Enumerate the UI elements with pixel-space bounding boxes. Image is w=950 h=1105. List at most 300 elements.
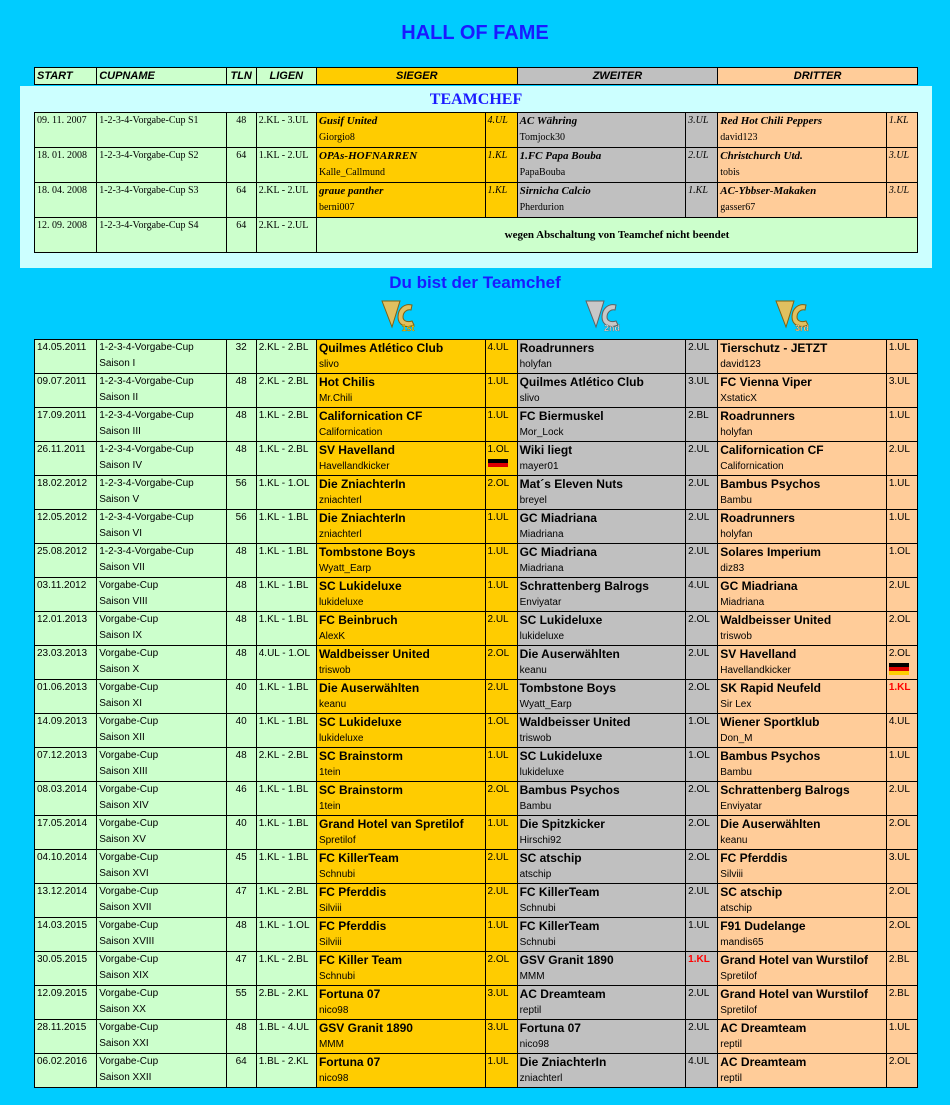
cup-cell (97, 1020, 226, 1054)
third-team-cell (718, 408, 887, 442)
winner-manager: slivo (318, 359, 339, 370)
second-manager: Hirschi92 (519, 835, 562, 846)
header-cupname: CUPNAME (97, 68, 226, 85)
cup-season: Saison IX (99, 630, 143, 641)
third-league-cell (886, 148, 917, 183)
third-team-cell (718, 680, 887, 714)
third-manager: gasser67 (720, 202, 756, 213)
third-manager: david123 (720, 359, 761, 370)
third-team-name: Bambus Psychos (720, 477, 821, 491)
date: 17.05.2014 (37, 818, 88, 829)
cancellation-note (316, 218, 917, 253)
winner-league: 2.OL (487, 784, 510, 795)
second-team-cell (517, 748, 686, 782)
second-team-name: Schrattenberg Balrogs (519, 579, 649, 593)
second-team-cell (517, 442, 686, 476)
ligen: 2.KL - 2.BL (258, 342, 309, 353)
second-league: 2.UL (688, 988, 710, 999)
winner-manager: keanu (318, 699, 347, 710)
cup-season: Saison XXII (99, 1072, 152, 1083)
winner-league: 2.OL (487, 648, 510, 659)
table-row (35, 612, 918, 646)
winner-team-name: graue panther (318, 185, 384, 197)
winner-manager: berni007 (318, 202, 355, 213)
second-league-cell (686, 544, 718, 578)
second-manager: Schnubi (519, 903, 556, 914)
third-team-name: F91 Dudelange (720, 919, 806, 933)
third-league: 2.OL (888, 886, 911, 897)
date: 18. 01. 2008 (37, 150, 87, 161)
third-team-cell (718, 748, 887, 782)
date-cell (35, 408, 97, 442)
winner-manager: zniachterl (318, 495, 362, 506)
second-team-name: AC Dreamteam (519, 987, 606, 1001)
second-team-name: Sirnicha Calcio (519, 185, 591, 197)
date: 23.03.2013 (37, 648, 88, 659)
tln: 64 (236, 150, 247, 161)
second-league-cell (686, 816, 718, 850)
third-manager: david123 (720, 132, 758, 143)
ligen-cell (256, 374, 316, 408)
table-row (35, 680, 918, 714)
third-team-name: Grand Hotel van Wurstilof (720, 987, 869, 1001)
third-team-name: SC atschip (720, 885, 783, 899)
winner-league-cell (485, 340, 517, 374)
ligen: 4.UL - 1.OL (258, 648, 311, 659)
winner-team-cell (316, 612, 485, 646)
second-team-cell (517, 1054, 686, 1088)
winner-team-name: FC Killer Team (318, 953, 403, 967)
header-tln: TLN (226, 68, 256, 85)
germany-flag-icon (889, 663, 909, 675)
third-team-name: Waldbeisser United (720, 613, 832, 627)
table-row (35, 714, 918, 748)
second-league-cell (686, 612, 718, 646)
winner-team-cell (316, 1054, 485, 1088)
third-league-cell (886, 782, 917, 816)
winner-team-name: Californication CF (318, 409, 423, 423)
date-cell (35, 850, 97, 884)
third-team-name: Californication CF (720, 443, 824, 457)
tln-cell (226, 850, 256, 884)
tln-cell (226, 183, 256, 218)
second-team-name: FC KillerTeam (519, 919, 600, 933)
cup-name: 1-2-3-4-Vorgabe-Cup (99, 342, 194, 353)
cup-cell (97, 612, 226, 646)
table-row (35, 1020, 918, 1054)
third-team-cell (718, 1020, 887, 1054)
table-row (35, 748, 918, 782)
winner-team-cell (316, 986, 485, 1020)
cup-cell (97, 646, 226, 680)
winner-league-cell (485, 884, 517, 918)
third-team-name: AC Dreamteam (720, 1021, 807, 1035)
date: 09. 11. 2007 (37, 115, 87, 126)
tln: 64 (235, 1056, 247, 1067)
second-league: 2.UL (688, 1022, 710, 1033)
second-manager: lukideluxe (519, 631, 565, 642)
winner-team-name: SC Brainstorm (318, 783, 403, 797)
ligen-cell (256, 148, 316, 183)
winner-team-cell (316, 148, 485, 183)
winner-league: 2.OL (487, 954, 510, 965)
date-cell (35, 680, 97, 714)
third-manager: triswob (720, 631, 752, 642)
ligen: 2.KL - 2.BL (258, 750, 309, 761)
second-league: 2.UL (688, 478, 710, 489)
cup-name: Vorgabe-Cup (99, 580, 159, 591)
date: 09.07.2011 (37, 376, 87, 387)
second-league-cell (686, 680, 718, 714)
third-league: 3.UL (888, 852, 910, 863)
cup-name: 1-2-3-4-Vorgabe-Cup (99, 410, 194, 421)
second-team-name: Mat´s Eleven Nuts (519, 477, 623, 491)
date: 12. 09. 2008 (37, 220, 87, 231)
third-manager: reptil (720, 1039, 742, 1050)
table-row (35, 884, 918, 918)
third-league-cell (886, 986, 917, 1020)
vc-1st-medal-icon (378, 297, 418, 333)
date-cell (35, 782, 97, 816)
third-league: 2.UL (888, 580, 910, 591)
tln-cell (226, 714, 256, 748)
winner-league-cell (485, 986, 517, 1020)
winner-league-cell (485, 714, 517, 748)
cup-name: Vorgabe-Cup (99, 920, 159, 931)
cup-name: Vorgabe-Cup (99, 954, 159, 965)
third-league-cell (886, 408, 917, 442)
tln: 40 (235, 818, 247, 829)
cup-name: Vorgabe-Cup (99, 852, 159, 863)
third-team-name: Red Hot Chili Peppers (720, 115, 822, 127)
third-league-cell (886, 816, 917, 850)
second-team-cell (517, 510, 686, 544)
cup-cell (97, 544, 226, 578)
second-league: 2.UL (688, 512, 710, 523)
second-league: 4.UL (688, 580, 710, 591)
date-cell (35, 816, 97, 850)
winner-league: 1.UL (487, 750, 509, 761)
cup-name: 1-2-3-4-Vorgabe-Cup (99, 444, 194, 455)
third-manager: tobis (720, 167, 740, 178)
ligen-cell (256, 218, 316, 253)
third-league-cell (886, 748, 917, 782)
ligen: 1.KL - 2.BL (258, 954, 309, 965)
second-manager: lukideluxe (519, 767, 565, 778)
third-team-name: Grand Hotel van Wurstilof (720, 953, 869, 967)
winner-league-cell (485, 113, 517, 148)
second-manager: Miadriana (519, 529, 564, 540)
third-team-name: GC Miadriana (720, 579, 798, 593)
winner-league-cell (485, 782, 517, 816)
cup-cell (97, 850, 226, 884)
third-manager: holyfan (720, 529, 753, 540)
winner-league: 1.UL (487, 410, 509, 421)
winner-league: 1.UL (487, 376, 509, 387)
ligen: 2.BL - 2.KL (258, 988, 309, 999)
main-subtitle: Du bist der Teamchef (389, 273, 561, 292)
tln: 46 (235, 784, 247, 795)
second-league: 2.UL (688, 342, 710, 353)
cup-cell (97, 218, 226, 253)
second-team-name: FC Biermuskel (519, 409, 604, 423)
ligen-cell (256, 918, 316, 952)
cup-name: Vorgabe-Cup (99, 784, 159, 795)
second-team-cell (517, 884, 686, 918)
cup-cell (97, 1054, 226, 1088)
tln: 48 (235, 444, 247, 455)
table-row (35, 850, 918, 884)
date: 12.05.2012 (37, 512, 88, 523)
ligen: 2.KL - 2.UL (258, 185, 309, 196)
ligen: 1.KL - 1.OL (258, 478, 310, 489)
main-hall-of-fame-table (34, 339, 918, 1088)
third-league-cell (886, 884, 917, 918)
winner-team-name: Gusif United (318, 115, 378, 127)
table-row (35, 782, 918, 816)
second-team-cell (517, 148, 686, 183)
third-team-cell (718, 918, 887, 952)
winner-team-name: OPAs-HOFNARREN (318, 150, 418, 162)
winner-team-name: FC Pferddis (318, 919, 387, 933)
winner-team-name: GSV Granit 1890 (318, 1021, 413, 1035)
third-league-cell (886, 714, 917, 748)
third-manager: mandis65 (720, 937, 764, 948)
second-team-name: Fortuna 07 (519, 1021, 581, 1035)
third-league: 2.OL (888, 920, 911, 931)
third-manager: Havellandkicker (720, 665, 791, 676)
second-league-cell (686, 850, 718, 884)
date: 17.09.2011 (37, 410, 87, 421)
tln-cell (226, 680, 256, 714)
ligen: 1.KL - 1.BL (258, 580, 309, 591)
ligen-cell (256, 578, 316, 612)
third-league: 2.OL (888, 648, 911, 659)
ligen-cell (256, 714, 316, 748)
date-cell (35, 340, 97, 374)
date-cell (35, 476, 97, 510)
date: 12.09.2015 (37, 988, 88, 999)
cup-name: Vorgabe-Cup (99, 648, 159, 659)
second-manager: Tomjock30 (519, 132, 565, 143)
cup-season: Saison XXI (99, 1038, 149, 1049)
winner-manager: Wyatt_Earp (318, 563, 372, 574)
third-manager: Don_M (720, 733, 753, 744)
winner-manager: 1tein (318, 801, 341, 812)
cup-cell (97, 782, 226, 816)
third-team-name: Wiener Sportklub (720, 715, 820, 729)
germany-flag-icon (488, 459, 508, 471)
third-league-cell (886, 680, 917, 714)
header-ligen: LIGEN (256, 68, 316, 85)
cup-name: Vorgabe-Cup (99, 1022, 159, 1033)
cup-season: Saison XV (99, 834, 146, 845)
third-team-name: Solares Imperium (720, 545, 821, 559)
second-league-cell (686, 1020, 718, 1054)
winner-league-cell (485, 816, 517, 850)
winner-team-cell (316, 952, 485, 986)
third-team-name: Die Auserwählten (720, 817, 821, 831)
winner-team-name: Hot Chilis (318, 375, 375, 389)
second-team-cell (517, 578, 686, 612)
cup-season: Saison VI (99, 528, 143, 539)
second-manager: Miadriana (519, 563, 564, 574)
winner-league: 2.UL (487, 852, 509, 863)
table-row (35, 340, 918, 374)
third-team-cell (718, 986, 887, 1020)
third-league-cell (886, 442, 917, 476)
winner-team-cell (316, 884, 485, 918)
third-manager: atschip (720, 903, 752, 914)
second-team-name: Roadrunners (519, 341, 595, 355)
third-team-cell (718, 183, 887, 218)
third-team-cell (718, 578, 887, 612)
tln-cell (226, 884, 256, 918)
winner-team-name: Fortuna 07 (318, 1055, 381, 1069)
winner-manager: Californication (318, 427, 383, 438)
second-league: 1.OL (688, 716, 710, 727)
cup-season: Saison XII (99, 732, 145, 743)
winner-league-cell (485, 183, 517, 218)
winner-league: 1.UL (487, 1056, 509, 1067)
date-cell (35, 374, 97, 408)
winner-manager: zniachterl (318, 529, 362, 540)
third-league-cell (886, 952, 917, 986)
third-team-cell (718, 113, 887, 148)
winner-team-name: FC Beinbruch (318, 613, 398, 627)
tln-cell (226, 408, 256, 442)
date-cell (35, 113, 97, 148)
tln-cell (226, 782, 256, 816)
date-cell (35, 544, 97, 578)
cup-cell (97, 714, 226, 748)
cup-cell (97, 918, 226, 952)
cup-season: Saison XVI (99, 868, 149, 879)
winner-manager: MMM (318, 1039, 344, 1050)
medal-label: 3rd (794, 323, 810, 333)
date: 30.05.2015 (37, 954, 88, 965)
tln-cell (226, 218, 256, 253)
winner-manager: lukideluxe (318, 597, 364, 608)
date-cell (35, 952, 97, 986)
third-league: 2.UL (888, 444, 910, 455)
second-league: 2.UL (688, 886, 710, 897)
winner-manager: Havellandkicker (318, 461, 390, 472)
cup-name: 1-2-3-4-Vorgabe-Cup (99, 478, 194, 489)
winner-team-name: Die ZniachterIn (318, 477, 406, 491)
date-cell (35, 986, 97, 1020)
winner-team-name: SV Havelland (318, 443, 395, 457)
winner-team-cell (316, 1020, 485, 1054)
tln-cell (226, 544, 256, 578)
second-team-cell (517, 952, 686, 986)
second-team-cell (517, 476, 686, 510)
ligen-cell (256, 408, 316, 442)
tln-cell (226, 748, 256, 782)
second-team-cell (517, 986, 686, 1020)
second-manager: reptil (519, 1005, 542, 1016)
tln: 47 (235, 886, 247, 897)
second-team-name: GSV Granit 1890 (519, 953, 614, 967)
cup-cell (97, 113, 226, 148)
second-league: 2.OL (688, 682, 710, 693)
cup-cell (97, 340, 226, 374)
third-league-cell (886, 510, 917, 544)
ligen: 1.BL - 4.UL (258, 1022, 309, 1033)
cup-cell (97, 408, 226, 442)
second-team-cell (517, 183, 686, 218)
cup-season: Saison VII (99, 562, 145, 573)
second-team-cell (517, 340, 686, 374)
tln: 32 (235, 342, 247, 353)
table-row (35, 816, 918, 850)
second-team-name: Tombstone Boys (519, 681, 617, 695)
ligen-cell (256, 884, 316, 918)
second-manager: triswob (519, 733, 552, 744)
second-league: 2.OL (688, 852, 710, 863)
winner-team-cell (316, 646, 485, 680)
second-manager: Wyatt_Earp (519, 699, 572, 710)
second-manager: Bambu (519, 801, 552, 812)
second-manager: zniachterl (519, 1073, 563, 1084)
date: 26.11.2011 (37, 444, 86, 455)
winner-team-cell (316, 408, 485, 442)
tln: 48 (235, 648, 247, 659)
table-row (35, 218, 918, 253)
winner-team-name: FC KillerTeam (318, 851, 399, 865)
second-manager: slivo (519, 393, 540, 404)
ligen: 1.KL - 1.OL (258, 920, 310, 931)
third-league-cell (886, 646, 917, 680)
ligen: 1.KL - 1.BL (258, 512, 309, 523)
tln: 56 (235, 478, 247, 489)
tln-cell (226, 510, 256, 544)
cup-season: Saison II (99, 392, 139, 403)
winner-league: 1.OL (487, 716, 510, 727)
ligen: 1.KL - 1.BL (258, 614, 309, 625)
winner-manager: nico98 (318, 1073, 349, 1084)
third-league-cell (886, 1054, 917, 1088)
second-team-name: 1.FC Papa Bouba (519, 150, 602, 162)
third-league-cell (886, 340, 917, 374)
tln-cell (226, 374, 256, 408)
winner-league: 1.UL (487, 512, 509, 523)
winner-manager: triswob (318, 665, 351, 676)
date: 08.03.2014 (37, 784, 88, 795)
second-team-name: Quilmes Atlético Club (519, 375, 644, 389)
third-manager: Spretilof (720, 1005, 757, 1016)
ligen: 2.KL - 3.UL (258, 115, 309, 126)
second-league-cell (686, 183, 718, 218)
third-league-cell (886, 183, 917, 218)
third-league: 1.UL (888, 342, 910, 353)
winner-manager: Kalle_Callmund (318, 167, 386, 178)
winner-team-cell (316, 714, 485, 748)
table-row (35, 986, 918, 1020)
ligen-cell (256, 476, 316, 510)
table-row (35, 183, 918, 218)
second-team-name: Die ZniachterIn (519, 1055, 607, 1069)
second-league: 1.UL (688, 920, 710, 931)
date: 25.08.2012 (37, 546, 88, 557)
cup-name: Vorgabe-Cup (99, 614, 159, 625)
winner-team-cell (316, 442, 485, 476)
cup-season: Saison III (99, 426, 141, 437)
third-team-cell (718, 816, 887, 850)
winner-team-cell (316, 748, 485, 782)
third-team-cell (718, 850, 887, 884)
cup-season: Saison XI (99, 698, 143, 709)
